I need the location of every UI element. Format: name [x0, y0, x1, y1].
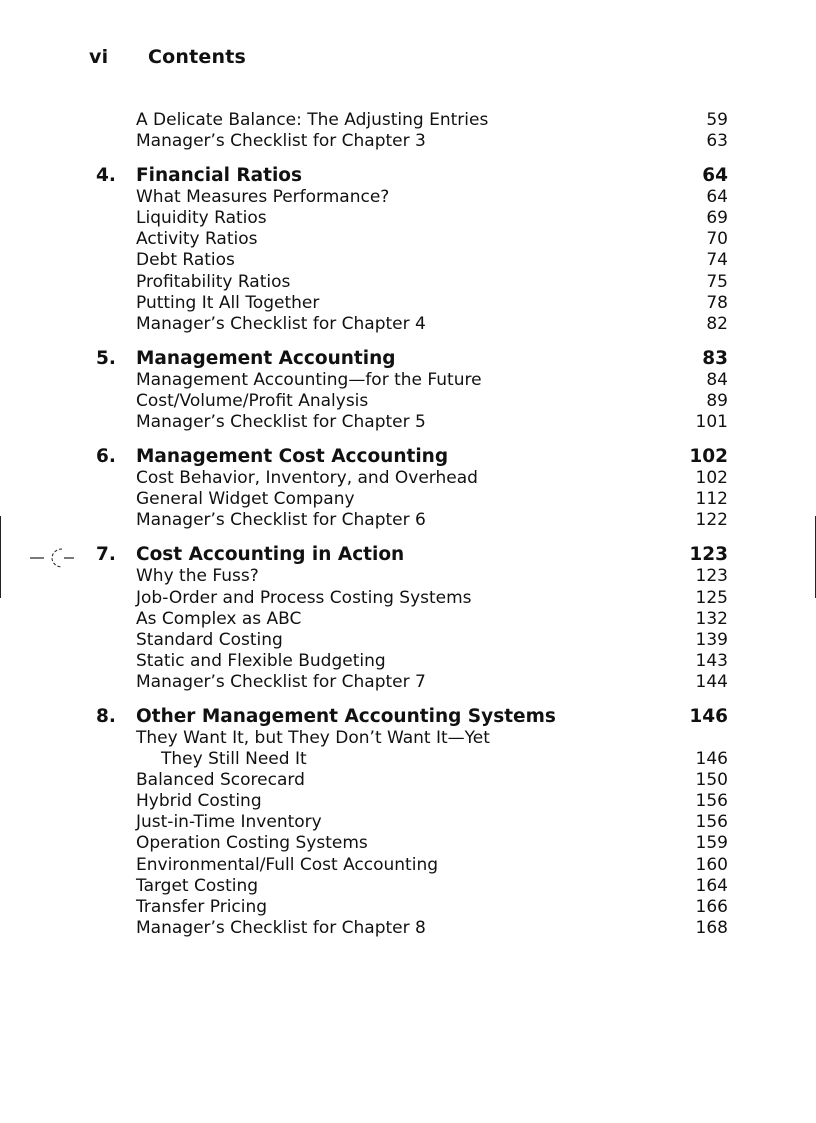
- toc-entry-page: 70: [706, 229, 728, 250]
- toc-entry-page: 84: [706, 369, 728, 390]
- toc-entry[interactable]: [96, 229, 728, 250]
- toc-entry[interactable]: [96, 250, 728, 271]
- toc-entry[interactable]: [96, 672, 728, 693]
- toc-entry-title: Debt Ratios: [136, 250, 235, 271]
- chapter-heading[interactable]: [96, 446, 728, 468]
- left-crop-line: [0, 516, 1, 598]
- page-title: Contents: [148, 46, 247, 68]
- toc-entry-page: 78: [706, 292, 728, 313]
- page-folio: vi: [89, 46, 109, 68]
- toc-entry-page: 166: [695, 896, 728, 917]
- toc-entry[interactable]: [96, 566, 728, 587]
- toc-entry-page: 164: [695, 875, 728, 896]
- toc-entry-title: Profitability Ratios: [136, 271, 291, 292]
- toc-entry-title: A Delicate Balance: The Adjusting Entries: [136, 110, 489, 130]
- toc-entry-title: General Widget Company: [136, 489, 355, 510]
- toc-entry[interactable]: [96, 187, 728, 208]
- chapter-page: 64: [702, 165, 728, 187]
- toc-entry-title: Manager’s Checklist for Chapter 8: [136, 917, 426, 938]
- toc-entry-page: 150: [695, 770, 728, 791]
- chapter-title: Cost Accounting in Action: [136, 544, 405, 566]
- toc-entry-title: As Complex as ABC: [136, 608, 302, 629]
- toc-entry-page: 125: [695, 587, 728, 608]
- toc-entry-page: 168: [695, 917, 728, 938]
- toc-entry-title: Job-Order and Process Costing Systems: [136, 587, 472, 608]
- toc-entry-title: Operation Costing Systems: [136, 833, 368, 854]
- toc-entry[interactable]: [96, 510, 728, 531]
- toc-entry[interactable]: [96, 272, 728, 293]
- toc-entry-page: 82: [706, 313, 728, 334]
- chapter-number: 6.: [96, 446, 116, 468]
- toc-entry-title: Just-in-Time Inventory: [136, 812, 322, 833]
- toc-entry-page: 132: [695, 608, 728, 629]
- toc-entry[interactable]: [96, 110, 728, 131]
- chapter-title: Management Accounting: [136, 347, 396, 369]
- toc-entry-title: Target Costing: [136, 875, 259, 896]
- toc-entry-page: 112: [695, 489, 728, 510]
- chapter-number: 4.: [96, 165, 116, 187]
- toc-entry[interactable]: [96, 391, 728, 412]
- chapter-heading[interactable]: [96, 544, 728, 566]
- toc-entry-page: 143: [695, 650, 728, 671]
- toc-entry-page: 63: [706, 131, 728, 152]
- chapter-page: 102: [689, 446, 728, 468]
- toc-entry-title: Static and Flexible Budgeting: [136, 650, 386, 671]
- toc-entry[interactable]: [96, 468, 728, 489]
- registration-mark-icon: [28, 544, 78, 572]
- toc-entry[interactable]: [96, 489, 728, 510]
- toc-entry-title: They Want It, but They Don’t Want It—Yet: [136, 727, 490, 748]
- toc-entry-title: Standard Costing: [136, 629, 283, 650]
- toc-entry[interactable]: [96, 131, 728, 152]
- chapter-page: 146: [689, 705, 728, 727]
- toc-entry-page: 89: [706, 390, 728, 411]
- toc-entry-page: 139: [695, 629, 728, 650]
- toc-entry[interactable]: [96, 749, 728, 770]
- toc-entry[interactable]: [96, 609, 728, 630]
- toc-entry-page: 75: [706, 271, 728, 292]
- toc-entry-title: Environmental/Full Cost Accounting: [136, 854, 439, 875]
- toc-entry-page: 122: [695, 510, 728, 531]
- toc-entry[interactable]: [96, 412, 728, 433]
- toc-entry-title: Manager’s Checklist for Chapter 4: [136, 313, 426, 334]
- toc-entry[interactable]: [96, 588, 728, 609]
- chapter-heading[interactable]: [96, 348, 728, 370]
- toc-entry-title: Putting It All Together: [136, 292, 320, 313]
- toc-entry-page: 144: [695, 671, 728, 692]
- toc-entry-page: 146: [695, 749, 728, 770]
- toc-entry-page: 74: [706, 250, 728, 271]
- running-head: [89, 46, 246, 68]
- chapter-heading[interactable]: [96, 165, 728, 187]
- toc-entry-title: Manager’s Checklist for Chapter 5: [136, 412, 426, 433]
- toc-entry[interactable]: [96, 370, 728, 391]
- toc-entry-title: Balanced Scorecard: [136, 770, 305, 791]
- toc-entry[interactable]: [96, 833, 728, 854]
- toc-entry[interactable]: [96, 897, 728, 918]
- toc-entry-page: 102: [695, 468, 728, 489]
- toc-entry-title: Manager’s Checklist for Chapter 7: [136, 671, 426, 692]
- toc-entry[interactable]: [96, 293, 728, 314]
- toc-entry-page: 156: [695, 812, 728, 833]
- chapter-title: Other Management Accounting Systems: [136, 705, 556, 727]
- toc-entry-title: Hybrid Costing: [136, 791, 262, 812]
- toc-entry[interactable]: [96, 918, 728, 939]
- toc-entry-title: They Still Need It: [161, 749, 307, 770]
- toc-entry[interactable]: [96, 728, 728, 749]
- toc-entry[interactable]: [96, 314, 728, 335]
- toc-entry-page: 59: [706, 110, 728, 130]
- toc-entry-title: Cost Behavior, Inventory, and Overhead: [136, 468, 478, 489]
- toc-entry[interactable]: [96, 855, 728, 876]
- toc-entry-title: Transfer Pricing: [136, 896, 268, 917]
- toc-entry-title: Management Accounting—for the Future: [136, 369, 482, 390]
- toc-entry-page: 160: [695, 854, 728, 875]
- chapter-title: Management Cost Accounting: [136, 446, 449, 468]
- toc-entry-page: 64: [706, 187, 728, 208]
- chapter-page: 123: [689, 544, 728, 566]
- toc-entry[interactable]: [96, 208, 728, 229]
- chapter-number: 8.: [96, 705, 116, 727]
- toc-entry[interactable]: [96, 791, 728, 812]
- toc-entry-title: Manager’s Checklist for Chapter 3: [136, 131, 426, 152]
- toc-entry[interactable]: [96, 651, 728, 672]
- toc-entry-title: Cost/Volume/Profit Analysis: [136, 390, 369, 411]
- toc-entry-title: Liquidity Ratios: [136, 208, 267, 229]
- chapter-title: Financial Ratios: [136, 165, 303, 187]
- toc-entry-page: 159: [695, 833, 728, 854]
- toc-entry-page: 156: [695, 791, 728, 812]
- table-of-contents: [96, 110, 728, 939]
- chapter-number: 7.: [96, 544, 116, 566]
- toc-entry-page: 101: [695, 412, 728, 433]
- toc-entry[interactable]: [96, 812, 728, 833]
- toc-entry-title: Why the Fuss?: [136, 566, 259, 587]
- chapter-heading[interactable]: [96, 706, 728, 728]
- chapter-number: 5.: [96, 347, 116, 369]
- toc-entry-title: What Measures Performance?: [136, 187, 390, 208]
- toc-entry-title: Activity Ratios: [136, 229, 258, 250]
- toc-entry[interactable]: [96, 770, 728, 791]
- toc-entry[interactable]: [96, 630, 728, 651]
- toc-entry-title: Manager’s Checklist for Chapter 6: [136, 510, 426, 531]
- toc-entry-page: 69: [706, 208, 728, 229]
- chapter-page: 83: [702, 347, 728, 369]
- toc-entry-page: 123: [695, 566, 728, 587]
- toc-entry[interactable]: [96, 876, 728, 897]
